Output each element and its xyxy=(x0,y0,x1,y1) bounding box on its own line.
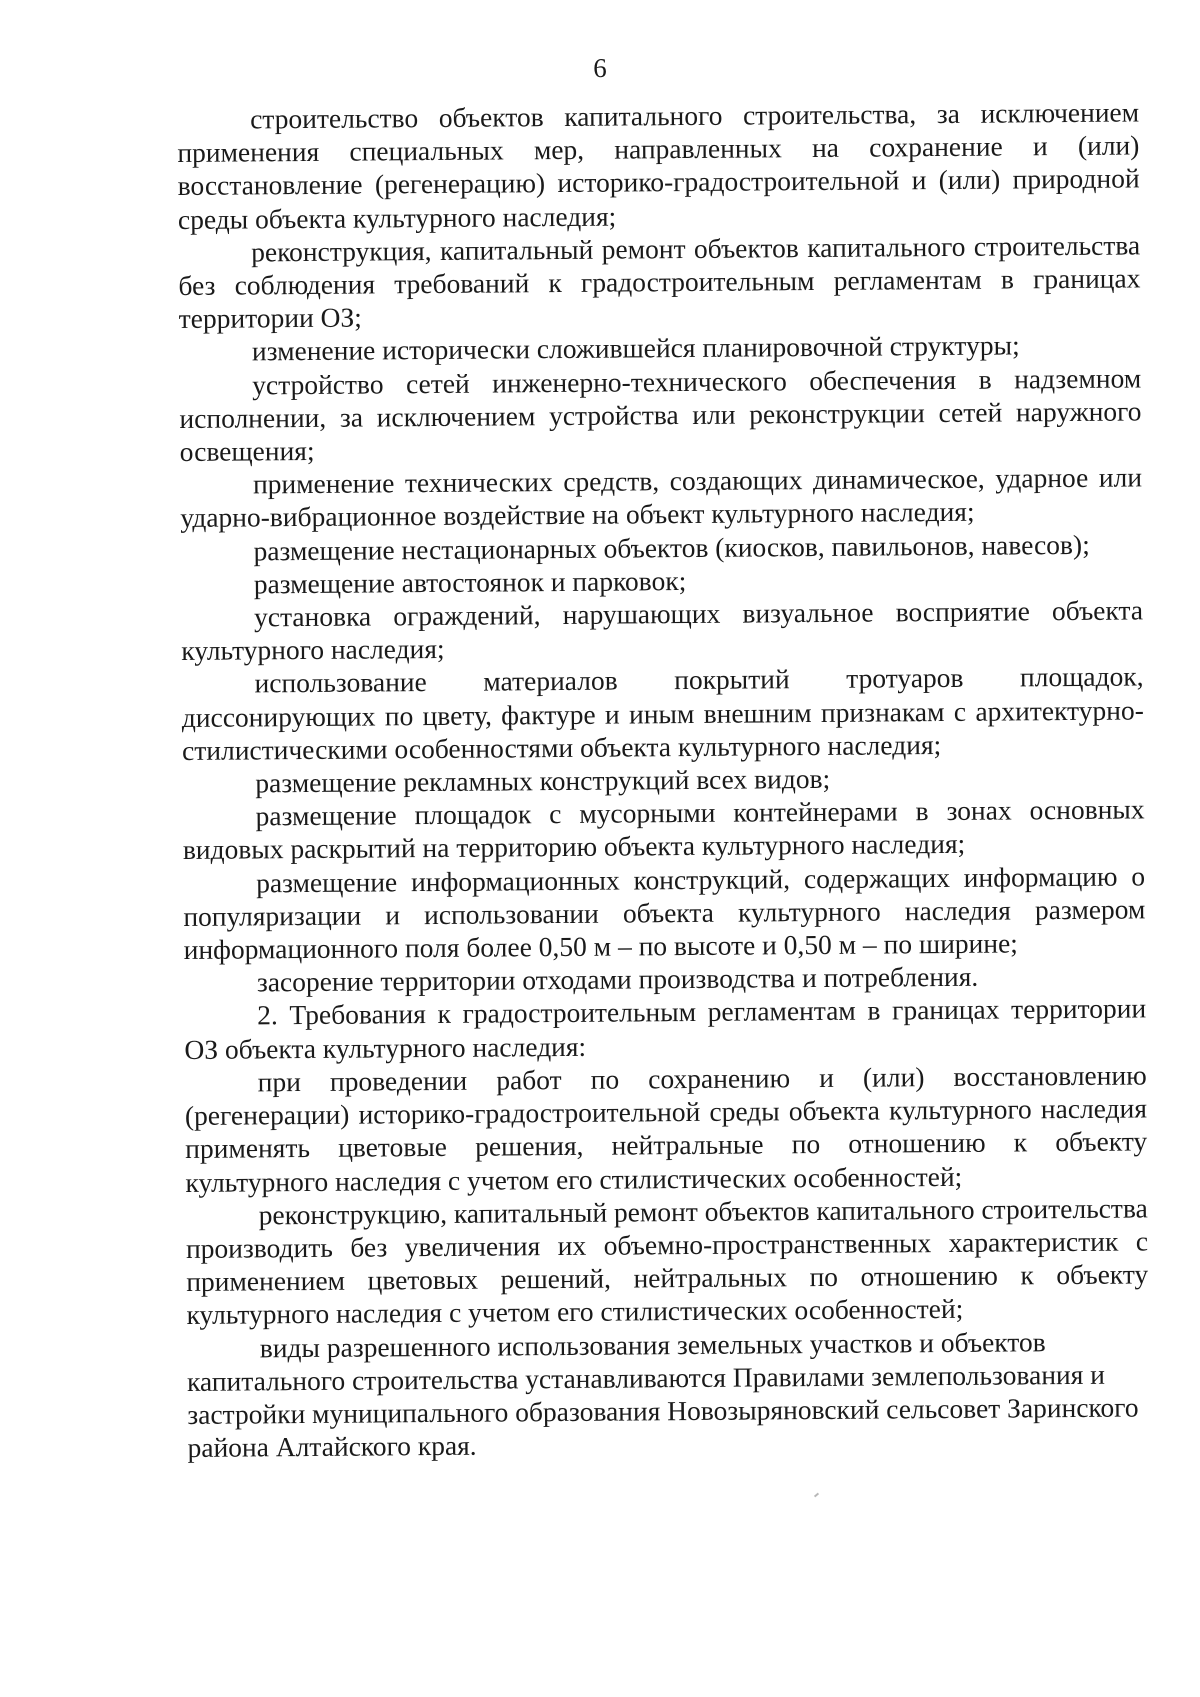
paragraph-engineering-networks: устройство сетей инженерно-технического обеспечения в надземном исполнении, за исключением устройства или реконструкции сетей наружного освещения; xyxy=(179,362,1142,468)
page-number: 6 xyxy=(593,53,607,83)
paragraph-information-signs: размещение информационных конструкций, содержащих информацию о популяризации и использовании объекта культурного наследия размером информационного поля более 0,50 м – по высоте и 0,50 м – по ширине; xyxy=(183,860,1146,966)
paragraph-parking: размещение автостоянок и парковок; xyxy=(253,564,687,600)
paragraph-reconstruction-requirements: реконструкцию, капитальный ремонт объектов капитального строительства производить без увеличения их объемно-пространственных характеристик с применением цветовых решений, нейтральных по отношению к объекту культурного наследия с учетом его стилистических особенностей; xyxy=(185,1192,1149,1331)
paragraph-planning-structure: изменение исторически сложившейся планировочной структуры; xyxy=(251,329,1020,367)
paragraph-paving-materials: использование материалов покрытий тротуаров площадок, диссонирующих по цвету, фактуре и иным внешним признакам с архитектурно-стилистическими особенностями объекта культурного наследия; xyxy=(181,660,1144,766)
paragraph-permitted-use: виды разрешенного использования земельных участков и объектов капитального строительства устанавливаются Правилами землепользования и застройки муниципального образования Новозыряновский сельсовет Заринского района Алтайского края. xyxy=(186,1325,1139,1464)
paragraph-color-solutions: при проведении работ по сохранению и (или) восстановлению (регенерации) историко-градостроительной среды объекта культурного наследия применять цветовые решения, нейтральные по отношению к объекту культурного наследия с учетом его стилистических особенностей; xyxy=(184,1059,1148,1198)
paragraph-fences: установка ограждений, нарушающих визуальное восприятие объекта культурного наследия; xyxy=(181,594,1144,667)
paragraph-reconstruction-restriction: реконструкция, капитальный ремонт объектов капитального строительства без соблюдения требований к градостроительным регламентам в границах территории ОЗ; xyxy=(178,229,1141,335)
paragraph-advertising: размещение рекламных конструкций всех видов; xyxy=(255,762,831,799)
paragraph-technical-means: применение технических средств, создающих динамическое, ударное или ударно-вибрационное воздействие на объект культурного наследия; xyxy=(180,461,1143,534)
section-heading-requirements: 2. Требования к градостроительным регламентам в границах территории ОЗ объекта культурного наследия: xyxy=(184,992,1147,1065)
paragraph-waste-containers: размещение площадок с мусорными контейнерами в зонах основных видовых раскрытий на территорию объекта культурного наследия; xyxy=(182,793,1145,866)
paragraph-construction-restriction: строительство объектов капитального строительства, за исключением применения специальных мер, направленных на сохранение и (или) восстановление (регенерацию) историко-градостроительной и (или) природной среды объекта культурного наследия; xyxy=(177,96,1140,235)
paragraph-temporary-structures: размещение нестационарных объектов (киосков, павильонов, навесов); xyxy=(253,528,1090,567)
scan-speck xyxy=(814,1493,819,1498)
document-body xyxy=(177,95,1150,1464)
paragraph-littering: засорение территории отходами производства и потребления. xyxy=(256,961,979,998)
